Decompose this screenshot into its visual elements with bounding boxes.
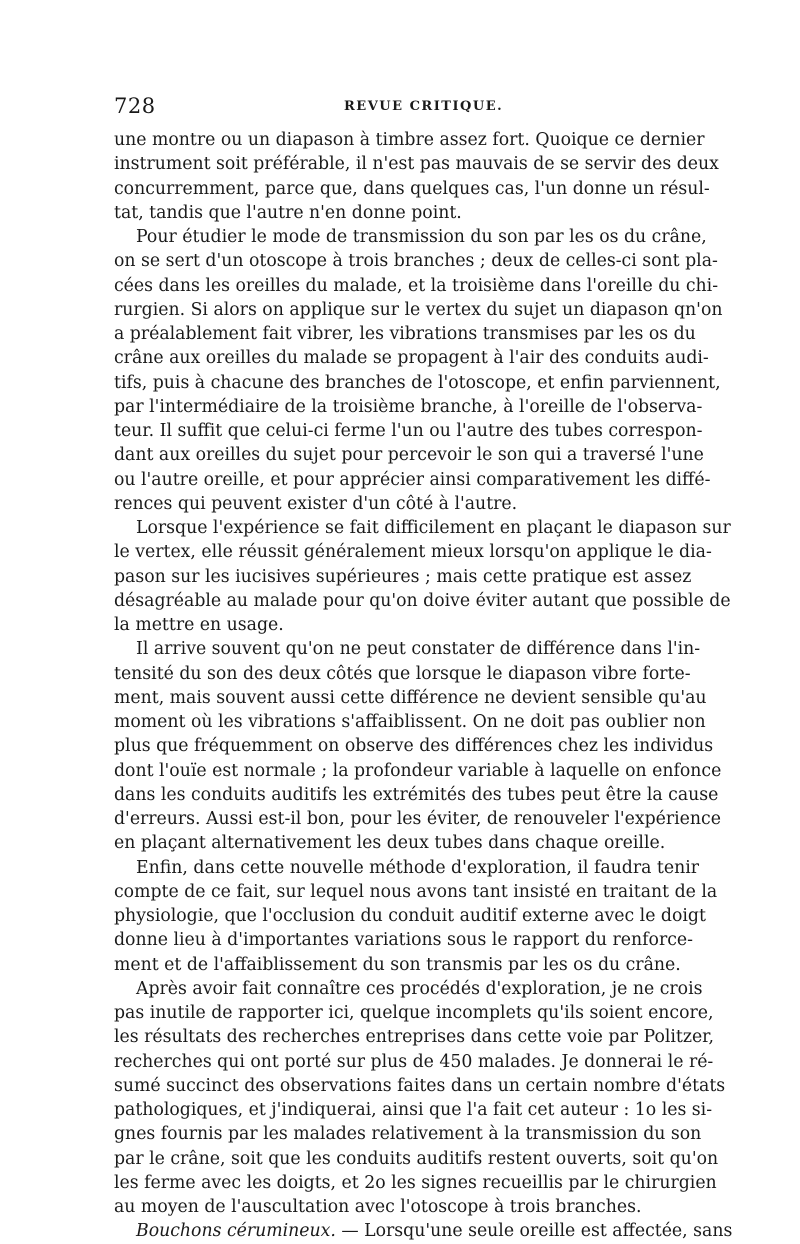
- text-line: a préalablement fait vibrer, les vibrations transmises par les os du: [114, 324, 696, 344]
- text-line: le vertex, elle réussit généralement mieux lorsqu'on applique le dia-: [114, 542, 712, 563]
- text-line: tat, tandis que l'autre n'en donne point.: [114, 202, 462, 223]
- text-line: Lorsque l'expérience se fait difficilement en plaçant le diapason sur: [136, 518, 731, 538]
- text-line: tifs, puis à chacune des branches de l'otoscope, et enfin parviennent,: [114, 372, 721, 393]
- text-line: physiologie, que l'occlusion du conduit auditif externe avec le doigt: [114, 906, 706, 926]
- section-text: — Lorsqu'une seule oreille est affectée, sans: [335, 1221, 733, 1242]
- text-line: au moyen de l'auscultation avec l'otoscope à trois branches.: [114, 1197, 642, 1217]
- text-line: dont l'ouïe est normale ; la profondeur variable à laquelle on enfonce: [114, 760, 722, 781]
- body-text: [114, 128, 733, 1244]
- text-line-section-start: [114, 1219, 733, 1243]
- text-line: ment, mais souvent aussi cette différence ne devient sensible qu'au: [114, 687, 707, 708]
- text-line: d'erreurs. Aussi est-il bon, pour les éviter, de renouveler l'expérience: [114, 809, 721, 829]
- text-line: rences qui peuvent exister d'un côté à l'autre.: [114, 493, 518, 514]
- text-line: Enfin, dans cette nouvelle méthode d'exploration, il faudra tenir: [136, 857, 699, 878]
- text-line: plus que fréquemment on observe des différences chez les individus: [114, 736, 714, 757]
- text-line: les ferme avec les doigts, et 2o les signes recueillis par le chirurgien: [114, 1172, 717, 1193]
- text-line: donne lieu à d'importantes variations sous le rapport du renforce-: [114, 930, 693, 951]
- text-line: rurgien. Si alors on applique sur le vertex du sujet un diapason qn'on: [114, 299, 723, 320]
- text-line: concurremment, parce que, dans quelques cas, l'un donne un résul-: [114, 178, 710, 199]
- running-head: REVUE CRITIQUE.: [344, 99, 504, 114]
- text-line: cées dans les oreilles du malade, et la troisième dans l'oreille du chi-: [114, 275, 719, 296]
- text-line: Après avoir fait connaître ces procédés d'exploration, je ne crois: [136, 978, 703, 999]
- text-line: sumé succinct des observations faites dans un certain nombre d'états: [114, 1075, 726, 1096]
- text-line: désagréable au malade pour qu'on doive éviter autant que possible de: [114, 590, 731, 611]
- text-line: ou l'autre oreille, et pour apprécier ainsi comparativement les diffé-: [114, 469, 711, 490]
- page-number: 728: [114, 94, 156, 118]
- text-line: pas inutile de rapporter ici, quelque incomplets qu'ils soient encore,: [114, 1003, 714, 1023]
- text-line: instrument soit préférable, il n'est pas mauvais de se servir des deux: [114, 154, 719, 175]
- text-line: en plaçant alternativement les deux tubes dans chaque oreille.: [114, 833, 666, 854]
- text-line: dans les conduits auditifs les extrémités des tubes peut être la cause: [114, 784, 719, 805]
- text-line: une montre ou un diapason à timbre assez fort. Quoique ce dernier: [114, 130, 705, 150]
- text-line: Pour étudier le mode de transmission du son par les os du crâne,: [136, 227, 707, 247]
- text-line: compte de ce fait, sur lequel nous avons tant insisté en traitant de la: [114, 881, 718, 902]
- text-line: par l'intermédiaire de la troisième branche, à l'oreille de l'observa-: [114, 396, 703, 417]
- text-line: pathologiques, et j'indiquerai, ainsi que l'a fait cet auteur : 1o les si-: [114, 1100, 713, 1120]
- text-line: moment où les vibrations s'affaiblissent. On ne doit pas oublier non: [114, 712, 706, 732]
- text-line: on se sert d'un otoscope à trois branches ; deux de celles-ci sont pla-: [114, 251, 718, 272]
- text-line: teur. Il suffit que celui-ci ferme l'un ou l'autre des tubes correspon-: [114, 421, 703, 441]
- text-line: pason sur les iucisives supérieures ; mais cette pratique est assez: [114, 566, 692, 587]
- text-line: dant aux oreilles du sujet pour percevoir le son qui a traversé l'une: [114, 445, 704, 466]
- section-heading: Bouchons cérumineux.: [136, 1221, 336, 1242]
- text-line: les résultats des recherches entreprises dans cette voie par Politzer,: [114, 1027, 715, 1048]
- text-line: par le crâne, soit que les conduits auditifs restent ouverts, soit qu'on: [114, 1148, 719, 1169]
- text-line: ment et de l'affaiblissement du son transmis par les os du crâne.: [114, 954, 681, 975]
- text-line: tensité du son des deux côtés que lorsque le diapason vibre forte-: [114, 663, 691, 684]
- text-line: la mettre en usage.: [114, 615, 284, 635]
- page-header: [114, 94, 682, 122]
- text-line: gnes fournis par les malades relativement à la transmission du son: [114, 1124, 702, 1145]
- text-line: crâne aux oreilles du malade se propagent à l'air des conduits audi-: [114, 348, 709, 369]
- text-line: recherches qui ont porté sur plus de 450 malades. Je donnerai le ré-: [114, 1051, 714, 1072]
- text-line: Il arrive souvent qu'on ne peut constater de différence dans l'in-: [136, 639, 701, 660]
